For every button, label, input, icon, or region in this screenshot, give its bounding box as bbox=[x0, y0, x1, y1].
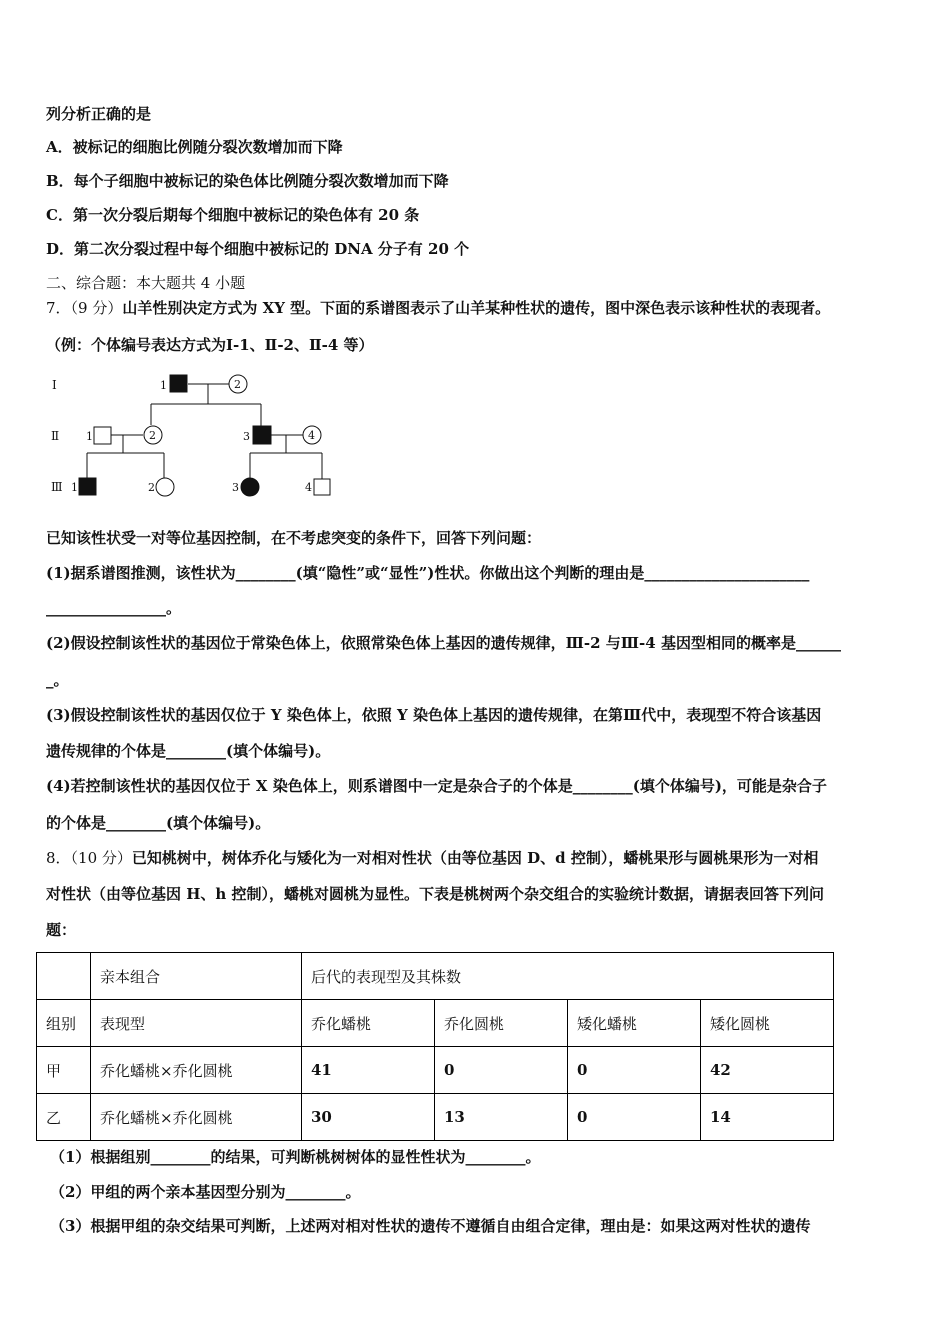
option-d: D．第二次分裂过程中每个细胞中被标记的 DNA 分子有 20 个 bbox=[46, 240, 470, 258]
label-II-3: 3 bbox=[243, 430, 250, 443]
label-III-2: 2 bbox=[148, 481, 155, 494]
label-III-1: 1 bbox=[71, 481, 78, 494]
question-8-part-2: （2）甲组的两个亲本基因型分别为________。 bbox=[50, 1183, 361, 1201]
table-cell: 41 bbox=[302, 1047, 435, 1094]
gen-label-I: Ⅰ bbox=[52, 378, 57, 392]
question-8-stem bbox=[46, 848, 818, 868]
question-6-stem-tail: 列分析正确的是 bbox=[46, 105, 152, 123]
table-header-cell: 乔化圆桃 bbox=[435, 1000, 568, 1047]
table-cell: 乙 bbox=[37, 1094, 91, 1141]
section-heading: 二、综合题：本大题共 4 小题 bbox=[46, 274, 246, 292]
question-7-part-4-cont: 的个体是________(填个体编号)。 bbox=[46, 814, 271, 832]
table-header-cell: 矮化蟠桃 bbox=[568, 1000, 701, 1047]
table-header-row-2 bbox=[37, 1000, 834, 1047]
table-cell: 乔化蟠桃×乔化圆桃 bbox=[91, 1047, 302, 1094]
question-7-part-1-cont: ________________。 bbox=[46, 599, 182, 617]
table-cell: 14 bbox=[701, 1094, 834, 1141]
label-I-1: 1 bbox=[160, 379, 167, 392]
question-8-text-line1: 已知桃树中，树体乔化与矮化为一对相对性状（由等位基因 D、d 控制），蟠桃果形与圆桃果形为一对相 bbox=[131, 849, 819, 867]
table-row bbox=[37, 1047, 834, 1094]
question-7-part-2: (2)假设控制该性状的基因位于常染色体上，依照常染色体上基因的遗传规律，Ⅲ-2 与Ⅲ-4 基因型相同的概率是______ bbox=[46, 634, 841, 652]
individual-III-3 bbox=[241, 478, 259, 496]
label-II-4: 4 bbox=[308, 429, 315, 442]
table-header-cell: 矮化圆桃 bbox=[701, 1000, 834, 1047]
question-7-part-2-cont: _。 bbox=[46, 671, 69, 689]
individual-II-3 bbox=[253, 426, 271, 444]
option-b: B．每个子细胞中被标记的染色体比例随分裂次数增加而下降 bbox=[46, 172, 449, 190]
table-header-cell: 后代的表现型及其株数 bbox=[302, 953, 834, 1000]
question-8-number: 8．（10 分） bbox=[46, 849, 132, 867]
question-7-part-4: (4)若控制该性状的基因仅位于 X 染色体上，则系谱图中一定是杂合子的个体是________(填个体编号)，可能是杂合子 bbox=[46, 777, 827, 795]
table-header-cell bbox=[37, 953, 91, 1000]
table-header-cell: 组别 bbox=[37, 1000, 91, 1047]
question-8-part-1: （1）根据组别________的结果，可判断桃树树体的显性性状为________。 bbox=[50, 1148, 541, 1166]
question-8-text-line2: 对性状（由等位基因 H、h 控制），蟠桃对圆桃为显性。下表是桃树两个杂交组合的实验统计数据，请据表回答下列问 bbox=[46, 885, 825, 903]
individual-III-4 bbox=[314, 479, 330, 495]
table-cell: 甲 bbox=[37, 1047, 91, 1094]
question-7-part-3: (3)假设控制该性状的基因仅位于 Y 染色体上，依照 Y 染色体上基因的遗传规律，在第Ⅲ代中，表现型不符合该基因 bbox=[46, 706, 822, 724]
table-cell: 42 bbox=[701, 1047, 834, 1094]
table-cell: 0 bbox=[568, 1094, 701, 1141]
question-7-part-1: (1)据系谱图推测，该性状为________(填“隐性”或“显性”)性状。你做出这个判断的理由是______________________ bbox=[46, 564, 810, 582]
question-7-stem bbox=[46, 298, 830, 318]
question-7-example: （例：个体编号表达方式为Ⅰ-1、Ⅱ-2、Ⅱ-4 等） bbox=[46, 336, 374, 354]
individual-I-1 bbox=[170, 375, 187, 392]
table-row bbox=[37, 1094, 834, 1141]
table-header-row-1 bbox=[37, 953, 834, 1000]
gen-label-III: Ⅲ bbox=[51, 480, 63, 494]
table-cell: 30 bbox=[302, 1094, 435, 1141]
label-III-4: 4 bbox=[305, 481, 312, 494]
option-c: C．第一次分裂后期每个细胞中被标记的染色体有 20 条 bbox=[46, 206, 420, 224]
table-header-cell: 亲本组合 bbox=[91, 953, 302, 1000]
table-header-cell: 乔化蟠桃 bbox=[302, 1000, 435, 1047]
table-header-cell: 表现型 bbox=[91, 1000, 302, 1047]
label-I-2: 2 bbox=[234, 378, 241, 391]
question-8-part-3: （3）根据甲组的杂交结果可判断，上述两对相对性状的遗传不遵循自由组合定律，理由是：如果这两对性状的遗传 bbox=[50, 1217, 811, 1235]
individual-III-1 bbox=[79, 478, 96, 495]
question-7-text: 山羊性别决定方式为 XY 型。下面的系谱图表示了山羊某种性状的遗传，图中深色表示该种性状的表现者。 bbox=[122, 299, 831, 317]
question-7-known: 已知该性状受一对等位基因控制，在不考虑突变的条件下，回答下列问题： bbox=[46, 529, 542, 547]
table-cell: 乔化蟠桃×乔化圆桃 bbox=[91, 1094, 302, 1141]
question-8-text-line3: 题： bbox=[46, 921, 77, 939]
label-III-3: 3 bbox=[232, 481, 239, 494]
pedigree-chart bbox=[46, 368, 346, 503]
table-cell: 13 bbox=[435, 1094, 568, 1141]
question-7-number: 7．（9 分） bbox=[46, 299, 123, 317]
label-II-2: 2 bbox=[149, 429, 156, 442]
cross-data-table bbox=[36, 952, 834, 1141]
question-7-part-3-cont: 遗传规律的个体是________(填个体编号)。 bbox=[46, 742, 331, 760]
individual-II-1 bbox=[94, 427, 111, 444]
table-cell: 0 bbox=[435, 1047, 568, 1094]
individual-III-2 bbox=[156, 478, 174, 496]
option-a: A．被标记的细胞比例随分裂次数增加而下降 bbox=[46, 138, 343, 156]
label-II-1: 1 bbox=[86, 430, 93, 443]
gen-label-II: Ⅱ bbox=[51, 429, 60, 443]
table-cell: 0 bbox=[568, 1047, 701, 1094]
